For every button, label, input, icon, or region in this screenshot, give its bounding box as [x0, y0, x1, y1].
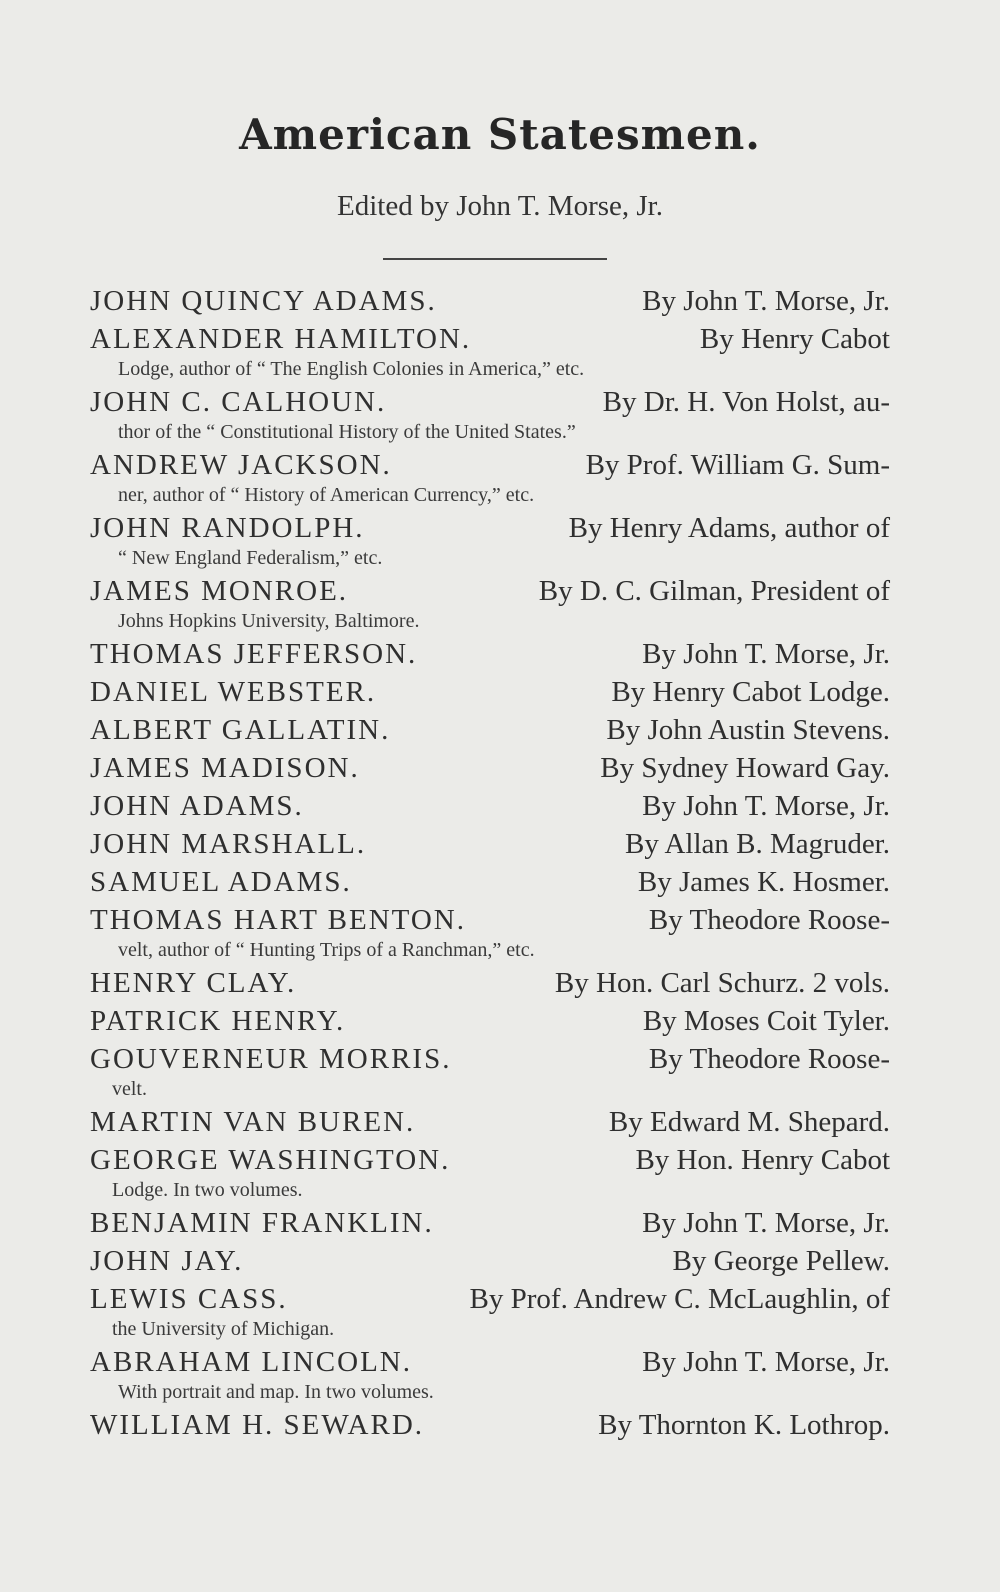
author-text: By John T. Morse, Jr.	[642, 285, 890, 317]
author-text: By John T. Morse, Jr.	[642, 1346, 890, 1378]
statesman-name: JOHN RANDOLPH.	[90, 512, 365, 544]
list-item	[90, 320, 890, 383]
statesman-name: ALEXANDER HAMILTON.	[90, 323, 472, 355]
statesman-name: JOHN C. CALHOUN.	[90, 386, 387, 418]
author-note: ner, author of “ History of American Currency,” etc.	[118, 484, 535, 506]
author-text: By Prof. William G. Sum-	[585, 449, 890, 481]
list-item	[90, 1002, 890, 1040]
list-item	[90, 1242, 890, 1280]
statesman-name: JOHN ADAMS.	[90, 790, 304, 822]
list-item	[90, 572, 890, 635]
statesman-name: JAMES MADISON.	[90, 752, 360, 784]
statesman-name: ALBERT GALLATIN.	[90, 714, 391, 746]
statesman-name: LEWIS CASS.	[90, 1283, 288, 1315]
author-note: Lodge, author of “ The English Colonies in America,” etc.	[118, 358, 585, 380]
author-note: With portrait and map. In two volumes.	[118, 1381, 434, 1403]
statesman-name: DANIEL WEBSTER.	[90, 676, 377, 708]
list-item	[90, 673, 890, 711]
statesman-name: MARTIN VAN BUREN.	[90, 1106, 416, 1138]
editor-line: Edited by John T. Morse, Jr.	[337, 190, 663, 222]
author-note: Johns Hopkins University, Baltimore.	[118, 610, 420, 632]
author-text: By Sydney Howard Gay.	[600, 752, 890, 784]
author-note: the University of Michigan.	[112, 1318, 335, 1340]
author-text: By Hon. Henry Cabot	[635, 1144, 890, 1176]
list-item	[90, 446, 890, 509]
statesmen-list	[90, 282, 890, 1444]
statesman-name: PATRICK HENRY.	[90, 1005, 346, 1037]
list-item	[90, 1141, 890, 1204]
list-item	[90, 1103, 890, 1141]
list-item	[90, 1280, 890, 1343]
list-item	[90, 863, 890, 901]
statesman-name: ANDREW JACKSON.	[90, 449, 392, 481]
statesman-name: BENJAMIN FRANKLIN.	[90, 1207, 434, 1239]
author-text: By John T. Morse, Jr.	[642, 638, 890, 670]
statesman-name: JOHN JAY.	[90, 1245, 244, 1277]
author-text: By Thornton K. Lothrop.	[598, 1409, 890, 1441]
author-text: By John T. Morse, Jr.	[642, 790, 890, 822]
list-item	[90, 282, 890, 320]
statesman-name: JOHN QUINCY ADAMS.	[90, 285, 437, 317]
author-text: By James K. Hosmer.	[637, 866, 890, 898]
statesman-name: JAMES MONROE.	[90, 575, 349, 607]
list-item	[90, 964, 890, 1002]
list-item	[90, 1343, 890, 1406]
author-text: By Hon. Carl Schurz. 2 vols.	[554, 967, 890, 999]
list-item	[90, 749, 890, 787]
author-text: By Theodore Roose-	[648, 1043, 890, 1075]
list-item	[90, 1040, 890, 1103]
page-title: American Statesmen.	[239, 110, 761, 159]
author-note: velt.	[112, 1078, 147, 1100]
author-text: By Moses Coit Tyler.	[642, 1005, 890, 1037]
statesman-name: GOUVERNEUR MORRIS.	[90, 1043, 452, 1075]
author-text: By Dr. H. Von Holst, au-	[602, 386, 890, 418]
list-item	[90, 635, 890, 673]
statesman-name: WILLIAM H. SEWARD.	[90, 1409, 425, 1441]
author-text: By Prof. Andrew C. McLaughlin, of	[469, 1283, 890, 1315]
author-note: thor of the “ Constitutional History of the United States.”	[118, 421, 576, 443]
list-item	[90, 1406, 890, 1444]
author-note: “ New England Federalism,” etc.	[118, 547, 383, 569]
author-text: By John Austin Stevens.	[606, 714, 890, 746]
author-note: velt, author of “ Hunting Trips of a Ranchman,” etc.	[118, 939, 535, 961]
list-item	[90, 711, 890, 749]
list-item	[90, 787, 890, 825]
author-text: By Edward M. Shepard.	[608, 1106, 890, 1138]
author-text: By Henry Cabot Lodge.	[611, 676, 890, 708]
author-text: By John T. Morse, Jr.	[642, 1207, 890, 1239]
list-item	[90, 1204, 890, 1242]
author-text: By Theodore Roose-	[648, 904, 890, 936]
list-item	[90, 901, 890, 964]
author-text: By George Pellew.	[672, 1245, 890, 1277]
statesman-name: HENRY CLAY.	[90, 967, 297, 999]
author-text: By Allan B. Magruder.	[624, 828, 890, 860]
statesman-name: JOHN MARSHALL.	[90, 828, 367, 860]
statesman-name: THOMAS HART BENTON.	[90, 904, 466, 936]
author-note: Lodge. In two volumes.	[112, 1179, 303, 1201]
statesman-name: SAMUEL ADAMS.	[90, 866, 352, 898]
title-rule	[383, 258, 607, 260]
author-text: By D. C. Gilman, President of	[538, 575, 890, 607]
statesman-name: ABRAHAM LINCOLN.	[90, 1346, 412, 1378]
list-item	[90, 509, 890, 572]
author-text: By Henry Adams, author of	[568, 512, 890, 544]
statesman-name: GEORGE WASHINGTON.	[90, 1144, 451, 1176]
author-text: By Henry Cabot	[699, 323, 890, 355]
list-item	[90, 383, 890, 446]
list-item	[90, 825, 890, 863]
statesman-name: THOMAS JEFFERSON.	[90, 638, 418, 670]
